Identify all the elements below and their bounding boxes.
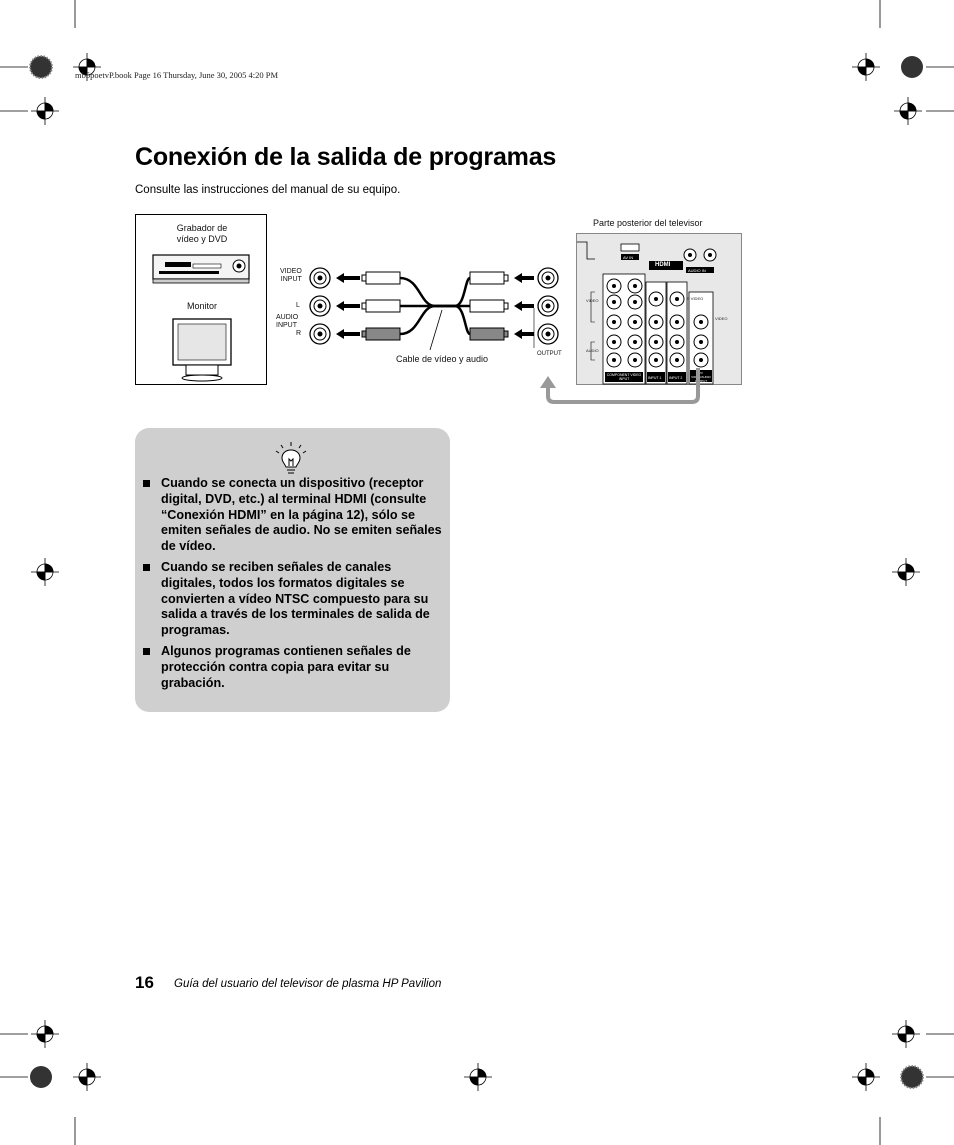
cable-label: Cable de vídeo y audio	[396, 354, 489, 364]
tip-text: Cuando se reciben señales de canales digitales, todos los formatos digitales se convierten a vídeo NTSC compuesto para su salida a través de los terminales de salida de programas.	[161, 559, 430, 638]
tip-text: Algunos programas contienen señales de protección contra copia para evitar su grabación.	[161, 643, 411, 690]
device-box	[135, 214, 267, 385]
panel-component: COMPONENT VIDEO INPUT	[606, 373, 642, 381]
panel-av-in: AV IN	[623, 255, 634, 260]
file-header: mb5poetvP.book Page 16 Thursday, June 30, 2005 4:20 PM	[75, 70, 279, 80]
panel-video: VIDEO	[586, 298, 599, 303]
tip-box	[135, 428, 450, 712]
tip-list	[143, 476, 443, 696]
panel-input1: INPUT 1	[648, 376, 662, 380]
panel-audio: AUDIO	[586, 348, 599, 353]
output-label: OUTPUT	[537, 351, 562, 357]
audio-l-output-jack	[538, 296, 558, 316]
panel-hdmi: HDMI	[655, 262, 671, 268]
tv-back-panel	[576, 233, 742, 385]
bullet-icon	[143, 564, 150, 571]
audio-r-output-jack	[538, 324, 558, 344]
r-label: R	[296, 330, 302, 337]
monitor-icon	[168, 317, 238, 383]
return-arrow	[536, 368, 706, 408]
page-title: Conexión de la salida de programas	[135, 143, 557, 171]
video-input-jack	[310, 268, 330, 288]
tv-panel-graphic	[577, 234, 743, 386]
panel-s-video: S VIDEO	[687, 296, 704, 301]
recorder-icon	[151, 251, 251, 287]
tip-item	[143, 560, 443, 639]
video-output-jack	[538, 268, 558, 288]
tip-text: Cuando se conecta un dispositivo (receptor digital, DVD, etc.) al terminal HDMI (consulte “Conexión HDMI” en la página 12), sólo se emiten señales de audio. No se emiten señales de vídeo.	[161, 476, 442, 554]
panel-audio-in: AUDIO IN	[688, 268, 706, 273]
page-number: 16	[135, 973, 154, 992]
audio-input-label: AUDIO INPUT	[276, 314, 299, 329]
audio-l-input-jack	[310, 296, 330, 316]
lightbulb-icon	[273, 440, 309, 476]
connection-diagram	[270, 258, 570, 368]
l-label: L	[296, 302, 300, 309]
bullet-icon	[143, 480, 150, 487]
audio-r-input-jack	[310, 324, 330, 344]
bullet-icon	[143, 648, 150, 655]
panel-video-right: VIDEO	[715, 316, 728, 321]
panel-input2: INPUT 2	[669, 376, 683, 380]
page-subtitle: Consulte las instrucciones del manual de su equipo.	[135, 184, 401, 196]
footer-text: Guía del usuario del televisor de plasma HP Pavilion	[174, 978, 442, 990]
av-cable	[400, 278, 470, 334]
tip-item	[143, 644, 443, 691]
recorder-label: Grabador de vídeo y DVD	[176, 223, 228, 244]
tv-back-label: Parte posterior del televisor	[593, 218, 703, 228]
tip-item	[143, 476, 443, 555]
video-input-label: VIDEO INPUT	[280, 268, 302, 283]
monitor-label: Monitor	[186, 301, 217, 311]
panel-output-block: TV VIDEO/AUDIO OUTPUT	[691, 371, 711, 383]
